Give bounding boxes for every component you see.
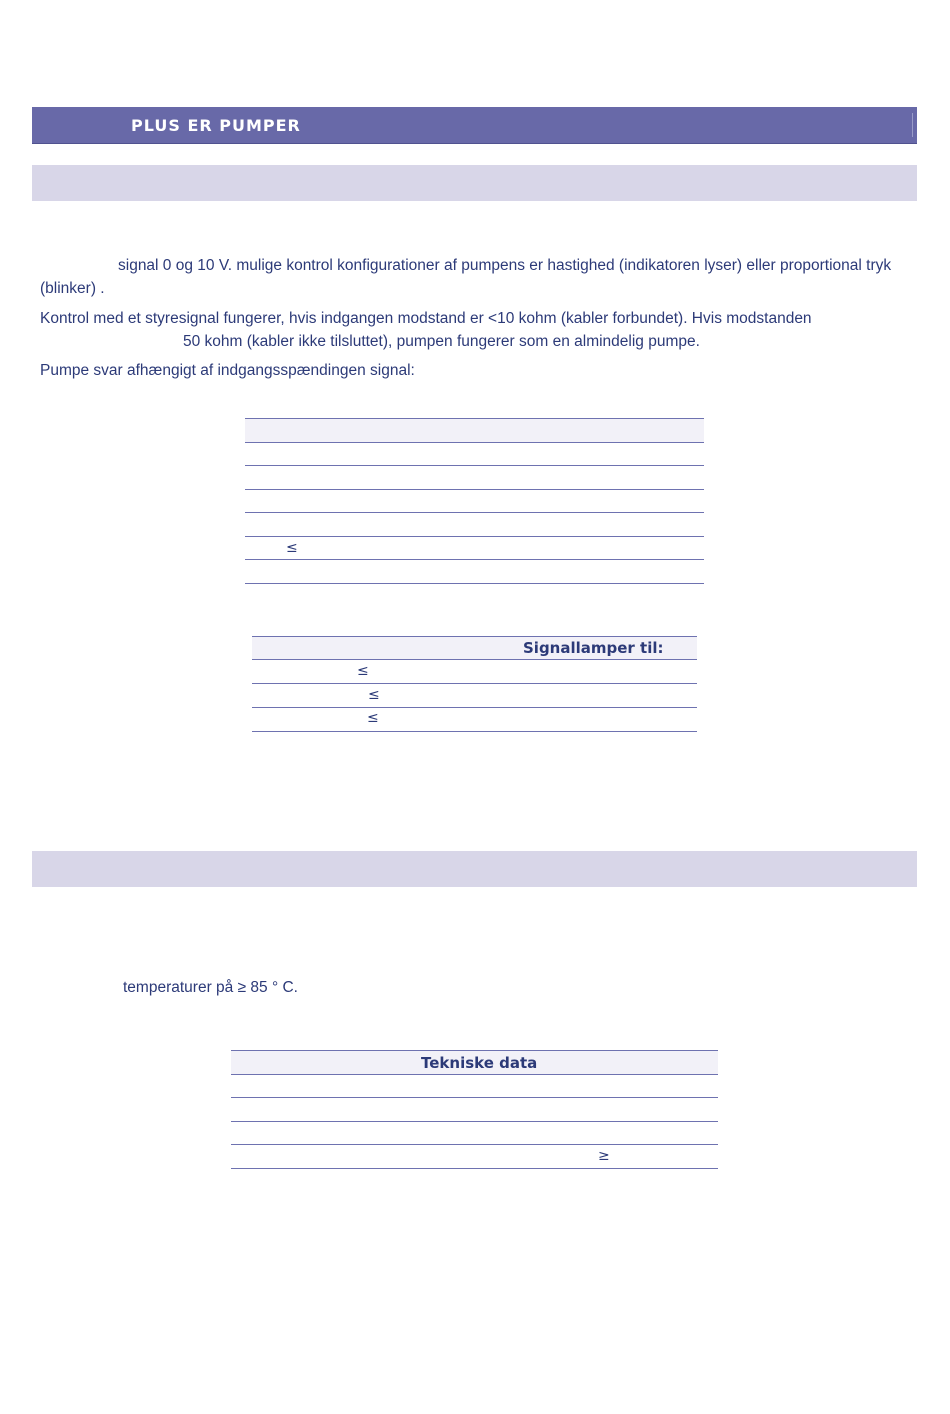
table-rule	[252, 707, 697, 708]
table-rule	[245, 583, 704, 584]
table-rule	[245, 418, 704, 419]
temperature-paragraph-text: temperaturer på ≥ 85 ° C.	[123, 979, 298, 996]
table-rule	[231, 1168, 718, 1169]
resistance-paragraph-line2: 50 kohm (kabler ikke tilsluttet), pumpen fungerer som en almindelig pumpe.	[183, 333, 700, 350]
table-rule	[245, 559, 704, 560]
signal-response-table	[245, 418, 704, 584]
table-row-symbol: ≤	[367, 710, 379, 726]
table-rule	[245, 512, 704, 513]
section-heading-bar	[32, 165, 917, 201]
intro-paragraph	[40, 254, 900, 300]
table-row-symbol: ≤	[368, 687, 380, 703]
temperature-paragraph	[123, 976, 823, 999]
banner-title: PLUS ER PUMPER	[131, 116, 301, 135]
table-row-symbol: ≤	[357, 663, 369, 679]
response-paragraph-text: Pumpe svar afhængigt af indgangsspændingen signal:	[40, 362, 415, 379]
table-rule	[252, 731, 697, 732]
table-rule	[231, 1144, 718, 1145]
table-rule	[231, 1050, 718, 1051]
table-row-symbol: ≤	[286, 540, 298, 556]
table-rule	[245, 489, 704, 490]
header-banner	[32, 107, 917, 144]
signal-lamp-table	[252, 636, 697, 732]
technical-data-header: Tekniske data	[421, 1054, 538, 1072]
table-rule	[245, 536, 704, 537]
banner-divider	[912, 113, 913, 137]
table-row-symbol: ≥	[598, 1148, 610, 1164]
table-rule	[231, 1097, 718, 1098]
table-rule	[245, 442, 704, 443]
signal-lamp-header: Signallamper til:	[523, 639, 664, 657]
resistance-paragraph-line1: Kontrol med et styresignal fungerer, hvis indgangen modstand er <10 kohm (kabler forbundet). Hvis modstanden	[40, 310, 812, 327]
response-paragraph	[40, 359, 900, 382]
table-header-row	[245, 419, 704, 442]
table-rule	[252, 636, 697, 637]
table-rule	[231, 1121, 718, 1122]
table-rule	[252, 659, 697, 660]
section-heading-bar	[32, 851, 917, 887]
intro-paragraph-text: signal 0 og 10 V. mulige kontrol konfigurationer af pumpens er hastighed (indikatoren lyser) eller proportional tryk (blinker) .	[40, 257, 892, 297]
technical-data-table	[231, 1050, 718, 1169]
table-rule	[252, 683, 697, 684]
table-rule	[245, 465, 704, 466]
resistance-paragraph	[40, 307, 900, 353]
table-rule	[231, 1074, 718, 1075]
